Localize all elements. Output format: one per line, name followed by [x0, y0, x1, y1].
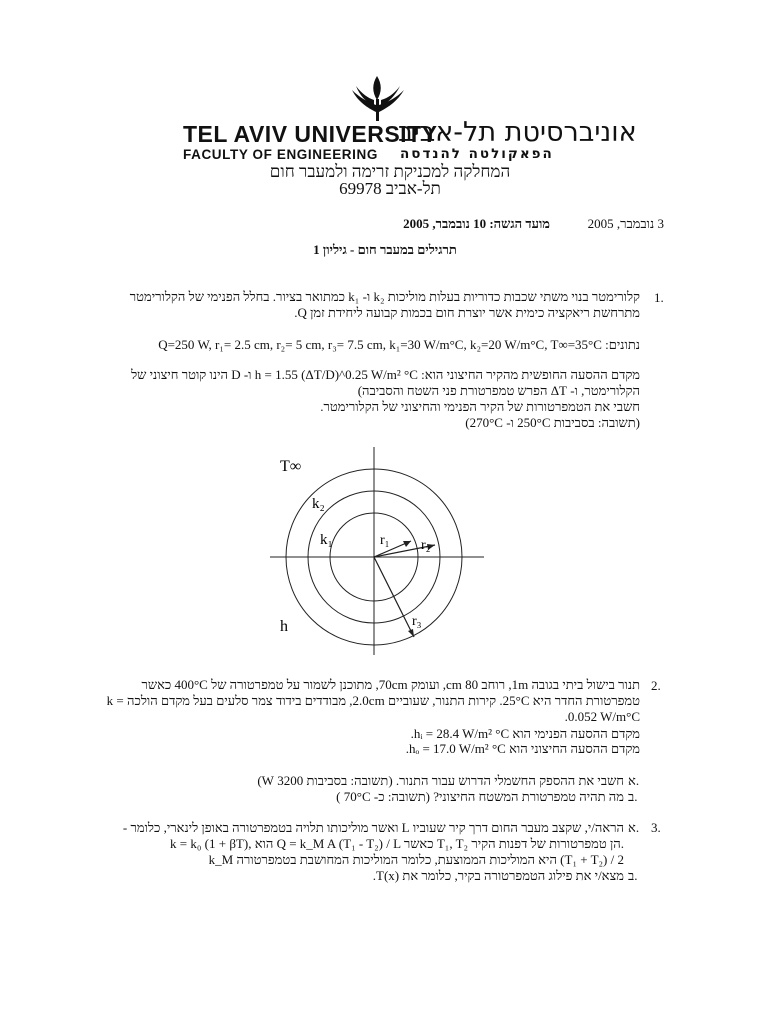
question-1-convection: מקדם ההסעה החופשית מהקיר החיצוני הוא: h = 1.55 (ΔT/D)^0.25 W/m² °C ו- D הינו קוטר חיצוני של — [131, 367, 640, 382]
question-3a-line-1: הראה/י, שקצב מעבר החום דרך קיר שעוביו L ואשר מוליכותו תלויה בטמפרטורה באופן לינארי, כלומר - — [122, 820, 624, 835]
question-2-number: 2. — [651, 678, 661, 693]
k2-label: k₂ — [312, 496, 325, 512]
question-2-ho: מקדם ההסעה החיצוני הוא hₒ = 17.0 W/m² °C. — [405, 741, 640, 756]
question-2a-text: חשבי את ההספק החשמלי הדרוש עבור התנור. (תשובה: בסביבות 3200 W) — [257, 773, 624, 788]
t-infinity-label: T∞ — [280, 458, 302, 475]
question-3a-line-3: k_M היא המוליכות הממוצעת, כלומר המוליכות המחושבת בטמפרטורה (T₁ + T₂) / 2 — [208, 852, 624, 867]
question-1-intro: קלורימטר בנוי משתי שכבות כדוריות בעלות מוליכות k₂ ו- k₁ כמתואר בציור. בחלל הפנימי של הקלורימטר מתרחשת ריאקציה כימית אשר יוצרת חום בכמות קבועה ליחידת זמן Q. — [129, 289, 640, 320]
h-label: h — [280, 618, 288, 635]
question-2b-text: מה תהיה טמפרטורת המשטח החיצוני? (תשובה: כ- 70°C ) — [336, 789, 624, 804]
question-3a-label: א. — [628, 820, 640, 835]
question-2b-label: ב. — [628, 789, 638, 804]
r3-arrowhead — [408, 629, 414, 637]
calorimeter-diagram — [270, 445, 490, 660]
question-2-hi: מקדם ההסעה הפנימי הוא hᵢ = 28.4 W/m² °C. — [410, 726, 640, 741]
issue-date: 3 נובמבר, 2005 — [587, 216, 664, 231]
r2-label: r₂ — [421, 538, 431, 553]
university-name-he: אוניברסיטת תל-אביב — [398, 117, 637, 148]
department-name: המחלקה למכניקת זרימה ולמעבר חום — [269, 162, 511, 181]
question-1-number: 1. — [654, 290, 664, 305]
question-2a-label: א. — [628, 773, 640, 788]
k1-label: k₁ — [320, 532, 333, 548]
r3-arrow — [374, 557, 414, 637]
question-3-number: 3. — [651, 820, 661, 835]
university-logo — [350, 72, 406, 122]
question-2-intro: תנור בישול ביתי בגובה 1m, רוחב 80 cm, ועומק 70cm, מתוכנן לשמור על טמפרטורה של 400°C כאשר טמפרטורת החדר היא 25°C. קירות התנור, שעוביים 2.0cm, מבודדים בידוד צמר סלעים בעל מקדם הולכה = k 0.052 W/m°C. — [106, 677, 640, 724]
due-date: מועד הגשה: 10 נובמבר, 2005 — [403, 216, 550, 231]
faculty-name-he: הפאקולטה להנדסה — [400, 146, 554, 162]
question-1-delta-t: הקלורימטר, ו- ΔT הפרש טמפרטורת פני השטח והסביבה) — [357, 383, 640, 398]
sheet-title: תרגילים במעבר חום - גיליון 1 — [313, 242, 457, 257]
city-address: תל-אביב 69978 — [339, 179, 441, 198]
university-name-en: TEL AVIV UNIVERSITY — [183, 121, 438, 147]
question-1-body — [92, 367, 640, 431]
faculty-name-en: FACULTY OF ENGINEERING — [183, 147, 378, 162]
question-1-given: נתונים: Q=250 W, r₁= 2.5 cm, r₂= 5 cm, r₃= 7.5 cm, k₁=30 W/m°C, k₂=20 W/m°C, T∞=35°C — [158, 337, 640, 352]
question-1-answer: (תשובה: בסביבות 250°C ו- 270°C) — [465, 415, 640, 430]
question-3b-label: ב. — [628, 868, 638, 883]
question-3a-line-2: k = k₀ (1 + βT), הוא Q = k_M A (T₁ - T₂) / L כאשר T₁, T₂ הן טמפרטורות של דפנות הקיר. — [170, 836, 624, 851]
question-3b-text: מצא/י את פילוג הטמפרטורה בקיר, כלומר את T(x). — [372, 868, 624, 883]
r3-label: r₃ — [412, 614, 422, 629]
question-1-task: חשבי את הטמפרטורות של הקיר הפנימי והחיצוני של הקלורימטר. — [320, 399, 640, 414]
r1-label: r₁ — [380, 533, 390, 548]
